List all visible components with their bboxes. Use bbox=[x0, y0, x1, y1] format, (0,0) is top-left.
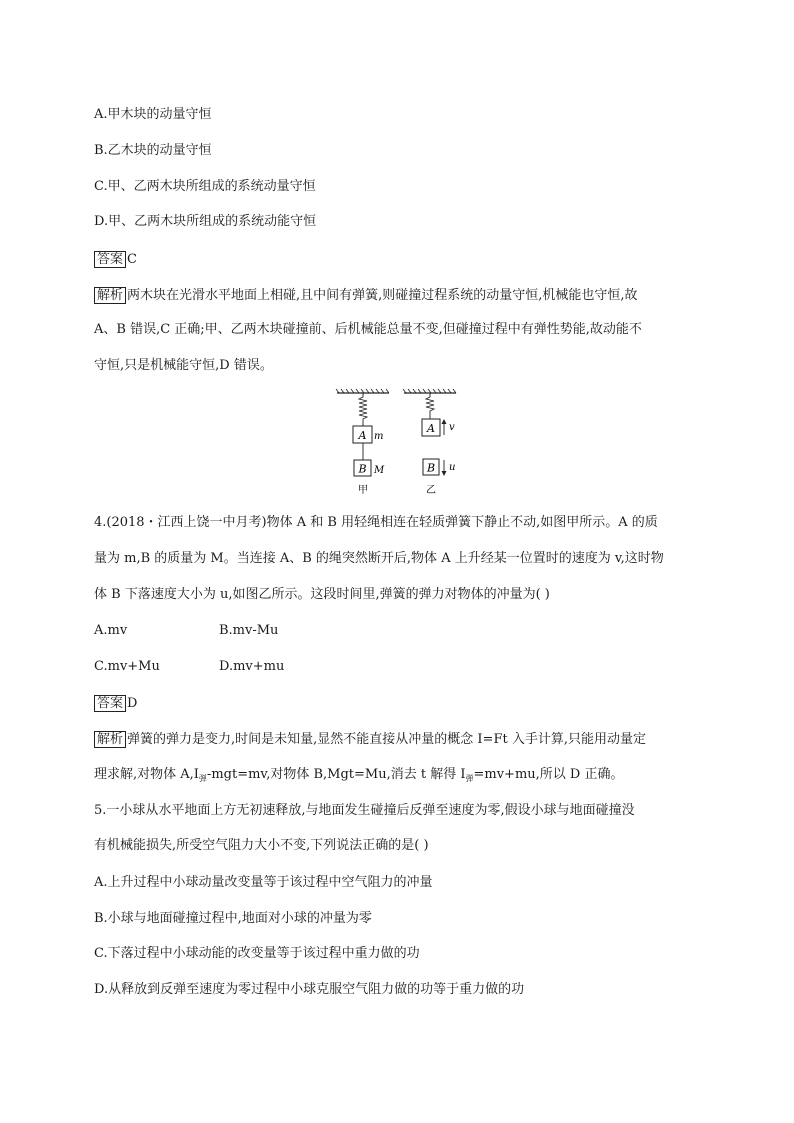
right-spring bbox=[426, 393, 434, 419]
analysis-tag: 解析 bbox=[94, 731, 126, 748]
analysis-text: 两木块在光滑水平地面上相碰,且中间有弹簧,则碰撞过程系统的动量守恒,机械能也守恒,故 bbox=[127, 288, 638, 303]
right-block-b-label: B bbox=[426, 461, 436, 475]
velocity-down-arrow bbox=[442, 460, 447, 476]
q4-stem-line-2: 量为 m,B 的质量为 M。当连接 A、B 的绳突然断开后,物体 A 上升经某一位置时的速度为 v,这时物 bbox=[94, 551, 664, 566]
q3-option-d: D.甲、乙两木块所组成的系统动能守恒 bbox=[94, 214, 317, 229]
q4-option-a: A.mv bbox=[94, 623, 128, 638]
impulse-subscript: 弹 bbox=[198, 774, 207, 783]
left-spring bbox=[359, 393, 367, 426]
q5-stem-line-1: 5.一小球从水平地面上方无初速释放,与地面发生碰撞后反弹至速度为零,假设小球与地面碰撞没 bbox=[94, 803, 635, 818]
q5-option-b: B.小球与地面碰撞过程中,地面对小球的冲量为零 bbox=[94, 911, 372, 926]
answer-value: C bbox=[127, 252, 137, 267]
analysis-text-c: =mv+mu,所以 D 正确。 bbox=[473, 767, 624, 782]
q4-options-row-2 bbox=[94, 659, 394, 675]
q4-option-d: D.mv+mu bbox=[219, 659, 285, 674]
left-ceiling bbox=[336, 389, 389, 393]
q4-stem-line-1: 4.(2018・江西上饶一中月考)物体 A 和 B 用轻绳相连在轻质弹簧下静止不动,如图甲所示。A 的质 bbox=[94, 515, 658, 530]
left-mass-b-label: M bbox=[374, 465, 385, 476]
q4-stem-line-3: 体 B 下落速度大小为 u,如图乙所示。这段时间里,弹簧的弹力对物体的冲量为( ) bbox=[94, 587, 550, 602]
left-mass-a-label: m bbox=[374, 431, 384, 442]
q4-option-c: C.mv+Mu bbox=[94, 659, 160, 674]
right-ceiling bbox=[403, 389, 456, 393]
right-block-a-label: A bbox=[427, 422, 435, 435]
q4-option-b: B.mv-Mu bbox=[219, 623, 279, 638]
right-velocity-a-label: v bbox=[449, 422, 455, 433]
q4-analysis-line-1 bbox=[94, 731, 646, 748]
analysis-text-a: 理求解,对物体 A,I bbox=[94, 767, 199, 782]
q3-analysis-line-3: 守恒,只是机械能守恒,D 错误。 bbox=[94, 358, 273, 373]
analysis-tag: 解析 bbox=[94, 287, 126, 304]
q5-option-a: A.上升过程中小球动量改变量等于该过程中空气阻力的冲量 bbox=[94, 875, 433, 890]
q3-option-b: B.乙木块的动量守恒 bbox=[94, 143, 212, 158]
answer-tag: 答案 bbox=[94, 251, 126, 268]
right-caption: 乙 bbox=[426, 485, 436, 496]
answer-value: D bbox=[127, 696, 138, 711]
q3-analysis-line-2: A、B 错误,C 正确;甲、乙两木块碰撞前、后机械能总量不变,但碰撞过程中有弹性势能,故动能不 bbox=[94, 322, 642, 337]
impulse-subscript: 弹 bbox=[465, 774, 474, 783]
q3-option-a: A.甲木块的动量守恒 bbox=[94, 107, 212, 122]
answer-tag: 答案 bbox=[94, 695, 126, 712]
right-velocity-b-label: u bbox=[449, 462, 456, 473]
analysis-text: 弹簧的弹力是变力,时间是未知量,显然不能直接从冲量的概念 I=Ft 入手计算,只能用动量定 bbox=[127, 732, 646, 747]
left-block-b-label: B bbox=[358, 462, 367, 476]
left-block-a-label: A bbox=[358, 429, 367, 442]
velocity-up-arrow bbox=[442, 419, 447, 435]
q3-option-c: C.甲、乙两木块所组成的系统动量守恒 bbox=[94, 179, 316, 194]
left-caption: 甲 bbox=[358, 485, 368, 496]
q5-stem-line-2: 有机械能损失,所受空气阻力大小不变,下列说法正确的是( ) bbox=[94, 838, 429, 853]
q3-analysis-line-1 bbox=[94, 287, 638, 304]
q4-answer bbox=[94, 695, 137, 712]
q3-answer bbox=[94, 251, 137, 268]
q4-analysis-line-2 bbox=[94, 767, 623, 787]
q5-option-c: C.下落过程中小球动能的改变量等于该过程中重力做的功 bbox=[94, 946, 420, 961]
q5-option-d: D.从释放到反弹至速度为零过程中小球克服空气阻力做的功等于重力做的功 bbox=[94, 982, 525, 997]
q4-options-row-1 bbox=[94, 623, 394, 639]
spring-blocks-figure bbox=[334, 388, 474, 498]
analysis-text-b: -mgt=mv,对物体 B,Mgt=Mu,消去 t 解得 I bbox=[206, 767, 466, 782]
